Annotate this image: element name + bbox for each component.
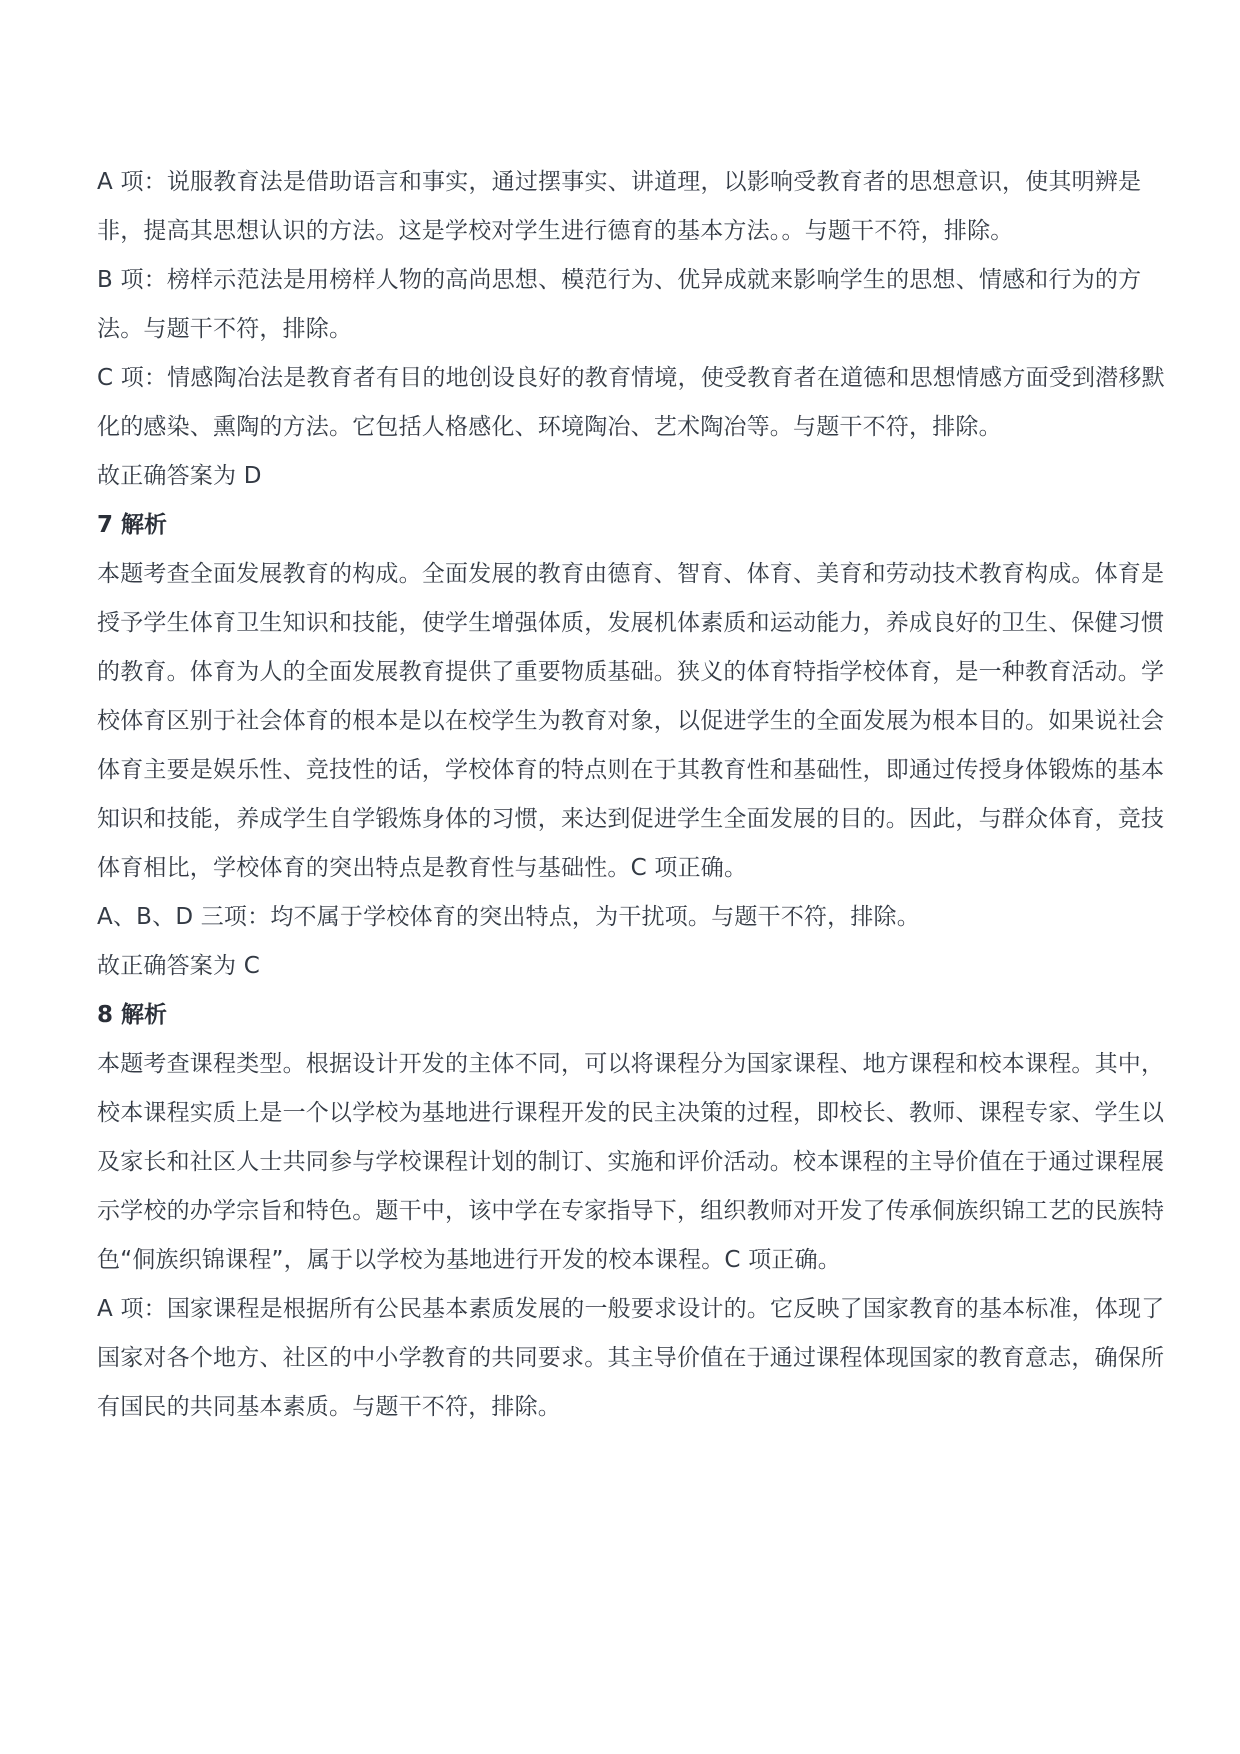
paragraph-q7-distractors: A、B、D 三项：均不属于学校体育的突出特点，为干扰项。与题干不符，排除。 — [97, 904, 920, 930]
document-page — [97, 158, 1172, 1432]
answer-line-q6: 故正确答案为 D — [97, 463, 262, 489]
paragraph-q8-option-a: A 项：国家课程是根据所有公民基本素质发展的一般要求设计的。它反映了国家教育的基本标准，体现了国家对各个地方、社区的中小学教育的共同要求。其主导价值在于通过课程体现国家的教育意志，确保所有国民的共同基本素质。与题干不符，排除。 — [97, 1296, 1165, 1420]
paragraph-q7-analysis: 本题考查全面发展教育的构成。全面发展的教育由德育、智育、体育、美育和劳动技术教育构成。体育是授予学生体育卫生知识和技能，使学生增强体质，发展机体素质和运动能力，养成良好的卫生、保健习惯的教育。体育为人的全面发展教育提供了重要物质基础。狭义的体育特指学校体育，是一种教育活动。学校体育区别于社会体育的根本是以在校学生为教育对象，以促进学生的全面发展为根本目的。如果说社会体育主要是娱乐性、竞技性的话，学校体育的特点则在于其教育性和基础性，即通过传授身体锻炼的基本知识和技能，养成学生自学锻炼身体的习惯，来达到促进学生全面发展的目的。因此，与群众体育，竞技体育相比，学校体育的突出特点是教育性与基础性。C 项正确。 — [97, 561, 1165, 881]
paragraph-option-a-explanation: A 项：说服教育法是借助语言和事实，通过摆事实、讲道理，以影响受教育者的思想意识，使其明辨是非，提高其思想认识的方法。这是学校对学生进行德育的基本方法。。与题干不符，排除。 — [97, 169, 1142, 244]
paragraph-q8-analysis: 本题考查课程类型。根据设计开发的主体不同，可以将课程分为国家课程、地方课程和校本课程。其中，校本课程实质上是一个以学校为基地进行课程开发的民主决策的过程，即校长、教师、课程专家、学生以及家长和社区人士共同参与学校课程计划的制订、实施和评价活动。校本课程的主导价值在于通过课程展示学校的办学宗旨和特色。题干中，该中学在专家指导下，组织教师对开发了传承侗族织锦工艺的民族特色“侗族织锦课程”，属于以学校为基地进行开发的校本课程。C 项正确。 — [97, 1051, 1165, 1273]
paragraph-option-b-explanation: B 项：榜样示范法是用榜样人物的高尚思想、模范行为、优异成就来影响学生的思想、情感和行为的方法。与题干不符，排除。 — [97, 267, 1142, 342]
section-heading-q8: 8 解析 — [97, 1002, 168, 1028]
answer-line-q7: 故正确答案为 C — [97, 953, 260, 979]
section-heading-q7: 7 解析 — [97, 512, 168, 538]
paragraph-option-c-explanation: C 项：情感陶冶法是教育者有目的地创设良好的教育情境，使受教育者在道德和思想情感方面受到潜移默化的感染、熏陶的方法。它包括人格感化、环境陶冶、艺术陶冶等。与题干不符，排除。 — [97, 365, 1165, 440]
